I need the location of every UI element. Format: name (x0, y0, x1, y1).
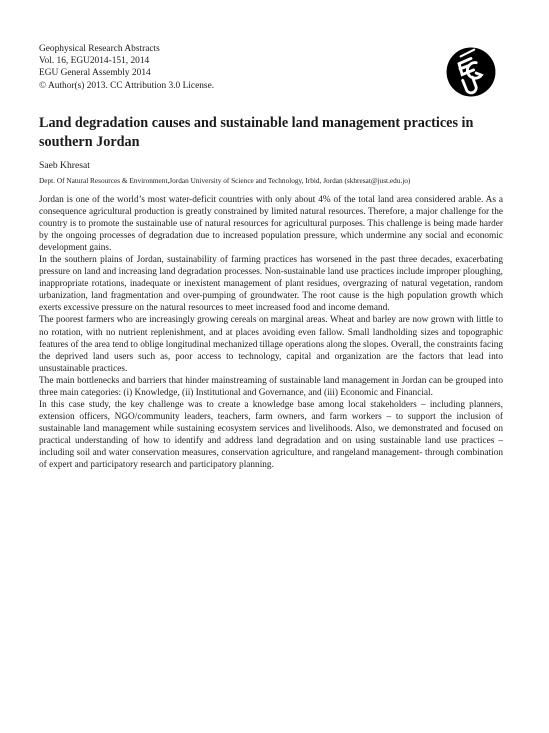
abstract-paragraph: The poorest farmers who are increasingly growing cereals on marginal areas. Wheat and barley are now grown with little to no rotation, with no nutrient replenishment, and at places avoiding even fallow. Small landholding sizes and topographic features of the area tend to oblige longitudinal mechanized tillage operations along the slopes. Overall, the constraints facing the deprived land users such as, poor access to technology, capital and organization are the factors that lead into unsustainable practices. (39, 315, 503, 374)
abstract-paragraph: Jordan is one of the world’s most water-deficit countries with only about 4% of the total land area considered arable. As a consequence agricultural production is greatly constrained by limited natural resources. Therefore, a major challenge for the country is to promote the sustainable use of natural resources for agricultural purposes. This challenge is being made harder by the ongoing processes of degradation due to increased population pressure, which undermine any social and economic development gains. (39, 195, 503, 254)
paper-title: Land degradation causes and sustainable land management practices in southern Jordan (39, 115, 474, 150)
assembly-name: EGU General Assembly 2014 (39, 68, 151, 79)
author-name: Saeb Khresat (39, 160, 90, 171)
copyright-notice: © Author(s) 2013. CC Attribution 3.0 License. (39, 80, 215, 91)
volume-info: Vol. 16, EGU2014-151, 2014 (39, 56, 150, 67)
journal-header (39, 43, 214, 92)
author-affiliation: Dept. Of Natural Resources & Environment,Jordan University of Science and Technology, Irbid, Jordan (skhresat@just.edu.jo) (39, 176, 411, 185)
egu-logo-icon (445, 46, 497, 98)
abstract-paragraph: The main bottlenecks and barriers that hinder mainstreaming of sustainable land management in Jordan can be grouped into three main categories: (i) Knowledge, (ii) Institutional and Governance, and (iii) Economic and Financial. (39, 375, 503, 398)
abstract-paragraph: In the southern plains of Jordan, sustainability of farming practices has worsened in the past three decades, exacerbating pressure on land and increasing land degradation processes. Non-sustainable land use practices include improper ploughing, inappropriate rotations, inadequate or inexistent management of plant residues, overgrazing of natural vegetation, random urbanization, land fragmentation and over-pumping of groundwater. The root cause is the high population growth which exerts excessive pressure on the natural resources to meet increased food and income demand. (39, 255, 503, 314)
journal-name: Geophysical Research Abstracts (39, 44, 160, 54)
abstract-body (39, 194, 503, 471)
abstract-paragraph: In this case study, the key challenge was to create a knowledge base among local stakeholders – including planners, extension officers, NGO/community leaders, teachers, farm owners, and farm workers – to support the inclusion of sustainable land management while sustaining ecosystem services and livelihoods. Also, we demonstrated and focused on practical understanding of how to identify and address land degradation and on using sustainable land use practices – including soil and water conservation measures, conservation agriculture, and rangeland management- through combination of expert and participatory research and participatory planning. (39, 399, 503, 471)
